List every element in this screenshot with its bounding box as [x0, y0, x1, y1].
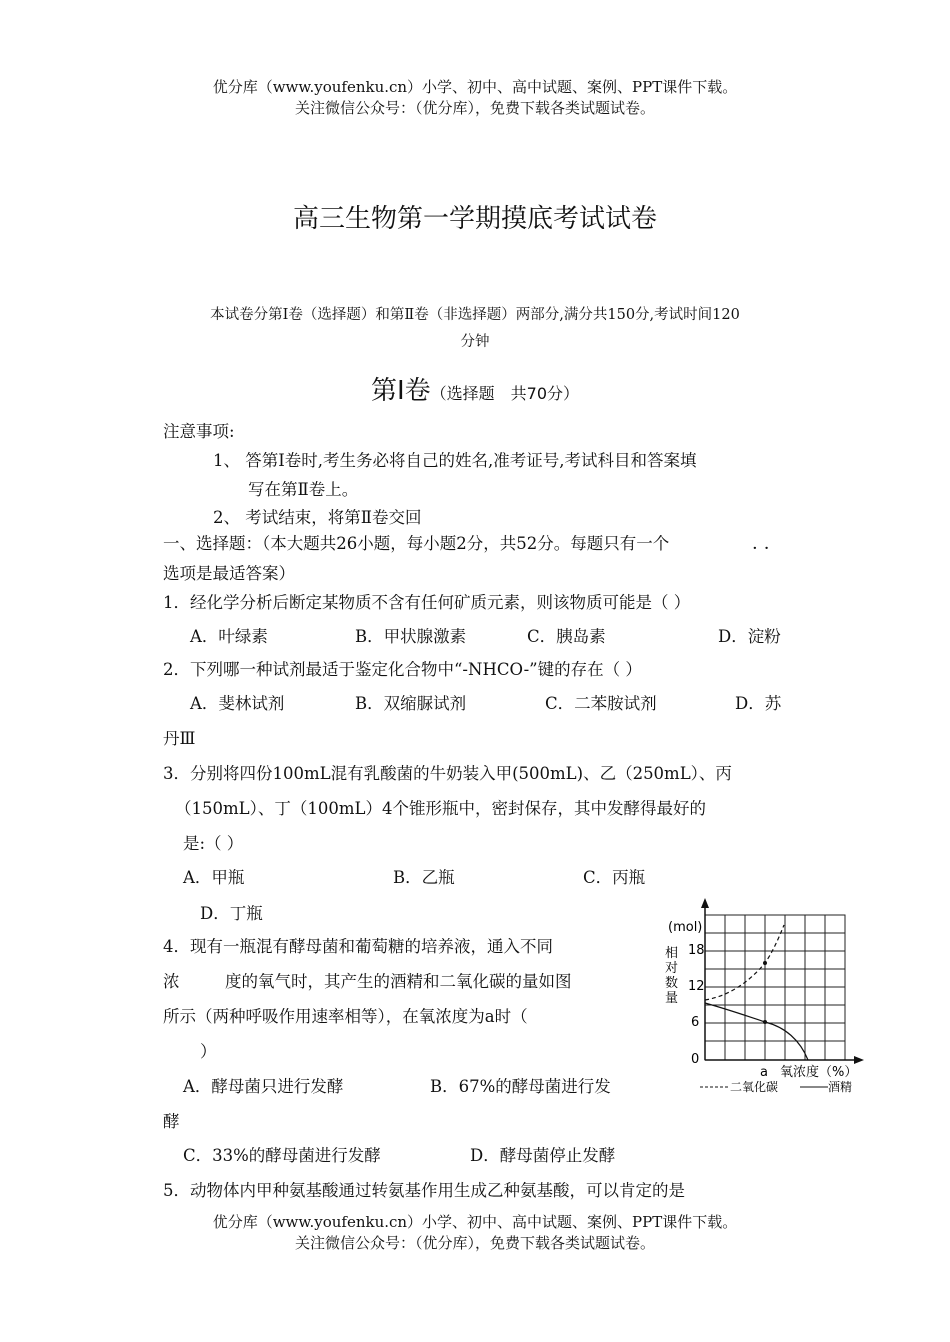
q3-stem-3: 是:（ ）: [183, 834, 244, 853]
q3-option-d: D．丁瓶: [200, 904, 263, 923]
q4-stem-4: ）: [200, 1042, 217, 1061]
q3-stem-2: （150mL）、丁（100mL）4个锥形瓶中，密封保存，其中发酵得最好的: [175, 799, 706, 818]
q4-stem-2b: 度的氧气时，其产生的酒精和二氧化碳的量如图: [225, 972, 572, 991]
section-line-1: 一、选择题：（本大题共26小题，每小题2分，共52分。每题只有一个: [163, 534, 670, 553]
q1-option-b: B．甲状腺激素: [355, 627, 467, 646]
volume-sub: （选择题 共70分）: [430, 384, 580, 403]
ylabel-3: 数: [665, 976, 679, 991]
q2-stem: 2．下列哪一种试剂最适于鉴定化合物中“-NHCO-”键的存在（ ）: [163, 660, 642, 679]
notes-item-1-line-2: 写在第Ⅱ卷上。: [248, 480, 359, 499]
q2-option-b: B．双缩脲试剂: [355, 694, 467, 713]
page-title: 高三生物第一学期摸底考试试卷: [292, 204, 657, 234]
q1-option-c: C．胰岛素: [527, 627, 606, 646]
q4-stem-2a: 浓: [163, 972, 180, 991]
q1-option-a: A．叶绿素: [190, 627, 268, 646]
oxygen-figure: [660, 895, 870, 1100]
figure-grid: [705, 915, 845, 1060]
section-line-2: 选项是最适答案）: [163, 564, 295, 583]
ytick-18: 18: [688, 943, 705, 958]
q4-stem-3: 所示（两种呼吸作用速率相等），在氧浓度为a时（: [163, 1007, 528, 1026]
q4-option-b-cont: 酵: [163, 1112, 180, 1131]
legend-co2: 二氧化碳: [730, 1080, 779, 1094]
q3-option-b: B．乙瓶: [393, 868, 455, 887]
q4-option-b: B．67%的酵母菌进行发: [430, 1077, 611, 1096]
q3-option-a: A．甲瓶: [183, 868, 245, 887]
q4-stem-1: 4．现有一瓶混有酵母菌和葡萄糖的培养液，通入不同: [163, 937, 553, 956]
q2-option-d: D．苏: [735, 694, 782, 713]
ylabel-1: 相: [665, 946, 679, 961]
legend-alcohol: 酒精: [828, 1080, 853, 1094]
q3-stem-1: 3．分别将四份100mL混有乳酸菌的牛奶装入甲(500mL)、乙（250mL）、丙: [163, 764, 732, 783]
q2-option-a: A．斐林试剂: [190, 694, 285, 713]
ytick-12: 12: [688, 979, 705, 994]
alcohol-curve: [705, 1003, 808, 1060]
volume-main: 第Ⅰ卷: [370, 376, 431, 406]
footer-line-1: 优分库（www.youfenku.cn）小学、初中、高中试题、案例、PPT课件下载。: [212, 1213, 738, 1231]
ytick-0: 0: [691, 1052, 700, 1067]
q4-option-d: D．酵母菌停止发酵: [470, 1146, 616, 1165]
ytick-6: 6: [691, 1015, 700, 1030]
q1-option-d: D．淀粉: [718, 627, 781, 646]
alcohol-point-a: [763, 1020, 767, 1024]
y-axis-arrow: [701, 898, 709, 908]
q2-option-c: C．二苯胺试剂: [545, 694, 657, 713]
q3-option-c: C．丙瓶: [583, 868, 646, 887]
x-axis-arrow: [854, 1056, 864, 1064]
q2-option-d-cont: 丹Ⅲ: [163, 729, 196, 748]
header-line-2: 关注微信公众号：（优分库），免费下载各类试题试卷。: [294, 99, 655, 117]
emphasis-dots: ··: [752, 538, 776, 559]
q4-option-a: A．酵母菌只进行发酵: [183, 1077, 344, 1096]
footer-line-2: 关注微信公众号：（优分库），免费下载各类试题试卷。: [294, 1234, 655, 1252]
volume-heading: [0, 370, 950, 407]
header-line-1: 优分库（www.youfenku.cn）小学、初中、高中试题、案例、PPT课件下载。: [212, 78, 738, 96]
ylabel-2: 对: [665, 961, 679, 976]
q4-option-c: C．33%的酵母菌进行发酵: [183, 1146, 381, 1165]
notes-heading: 注意事项:: [163, 422, 235, 441]
unit-label: (mol): [668, 920, 703, 935]
intro-line-1: 本试卷分第Ⅰ卷（选择题）和第Ⅱ卷（非选择题）两部分,满分共150分,考试时间120: [210, 307, 740, 323]
notes-item-1-line-1: 1、 答第Ⅰ卷时,考生务必将自己的姓名,准考证号,考试科目和答案填: [213, 451, 697, 470]
xmark-a: a: [760, 1065, 768, 1080]
notes-item-2: 2、 考试结束，将第Ⅱ卷交回: [213, 508, 422, 527]
q5-stem: 5．动物体内甲种氨基酸通过转氨基作用生成乙种氨基酸，可以肯定的是: [163, 1181, 685, 1200]
co2-point-a: [763, 961, 767, 965]
intro-line-2: 分钟: [460, 334, 490, 350]
ylabel-4: 量: [665, 991, 679, 1006]
q1-stem: 1．经化学分析后断定某物质不含有任何矿质元素，则该物质可能是（ ）: [163, 593, 691, 612]
xlabel: 氧浓度（%）: [780, 1065, 858, 1080]
